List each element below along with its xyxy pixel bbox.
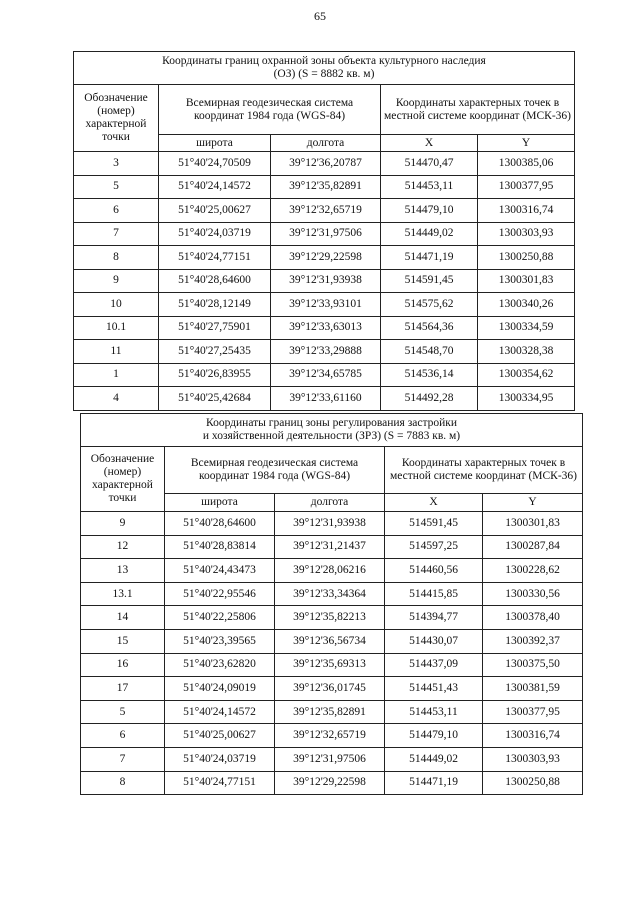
cell-y: 1300378,40 bbox=[483, 606, 583, 630]
table-row bbox=[74, 222, 575, 246]
cell-y: 1300250,88 bbox=[478, 246, 575, 270]
caption-line-1: Координаты границ зоны регулирования застройки bbox=[205, 417, 458, 430]
cell-longitude: 39°12'36,01745 bbox=[275, 677, 385, 701]
cell-x: 514471,19 bbox=[381, 246, 478, 270]
cell-latitude: 51°40'28,64600 bbox=[165, 512, 275, 536]
cell-x: 514591,45 bbox=[381, 269, 478, 293]
cell-y: 1300303,93 bbox=[478, 222, 575, 246]
cell-point: 10.1 bbox=[74, 316, 159, 340]
cell-point: 16 bbox=[81, 653, 165, 677]
cell-latitude: 51°40'28,12149 bbox=[159, 293, 271, 317]
cell-x: 514591,45 bbox=[385, 512, 483, 536]
table-row bbox=[81, 512, 583, 536]
caption-line-1: Координаты границ охранной зоны объекта культурного наследия bbox=[162, 55, 486, 68]
cell-latitude: 51°40'28,83814 bbox=[165, 535, 275, 559]
table-row bbox=[74, 340, 575, 364]
cell-x: 514449,02 bbox=[385, 747, 483, 771]
header-latitude: широта bbox=[159, 135, 271, 152]
header-wgs: Всемирная геодезическая система координат 1984 года (WGS-84) bbox=[159, 85, 381, 135]
cell-longitude: 39°12'35,82891 bbox=[275, 700, 385, 724]
header-longitude: долгота bbox=[271, 135, 381, 152]
cell-point: 8 bbox=[74, 246, 159, 270]
cell-x: 514536,14 bbox=[381, 363, 478, 387]
table-body bbox=[81, 512, 583, 795]
cell-x: 514437,09 bbox=[385, 653, 483, 677]
cell-y: 1300303,93 bbox=[483, 747, 583, 771]
cell-x: 514479,10 bbox=[385, 724, 483, 748]
cell-x: 514479,10 bbox=[381, 199, 478, 223]
table-row bbox=[81, 700, 583, 724]
caption-line-2: (ОЗ) (S = 8882 кв. м) bbox=[273, 68, 375, 80]
cell-point: 15 bbox=[81, 629, 165, 653]
table-row bbox=[81, 747, 583, 771]
cell-longitude: 39°12'33,29888 bbox=[271, 340, 381, 364]
cell-y: 1300340,26 bbox=[478, 293, 575, 317]
page-number: 65 bbox=[314, 9, 326, 23]
cell-y: 1300301,83 bbox=[483, 512, 583, 536]
header-msk: Координаты характерных точек в местной системе координат (МСК-36) bbox=[381, 85, 575, 135]
cell-x: 514597,25 bbox=[385, 535, 483, 559]
cell-point: 5 bbox=[74, 175, 159, 199]
header-longitude: долгота bbox=[275, 494, 385, 512]
cell-longitude: 39°12'33,63013 bbox=[271, 316, 381, 340]
cell-longitude: 39°12'31,21437 bbox=[275, 535, 385, 559]
cell-latitude: 51°40'22,25806 bbox=[165, 606, 275, 630]
cell-x: 514453,11 bbox=[381, 175, 478, 199]
cell-point: 9 bbox=[74, 269, 159, 293]
cell-y: 1300330,56 bbox=[483, 582, 583, 606]
cell-x: 514471,19 bbox=[385, 771, 483, 795]
table-caption bbox=[81, 414, 583, 447]
cell-latitude: 51°40'24,14572 bbox=[159, 175, 271, 199]
cell-latitude: 51°40'26,83955 bbox=[159, 363, 271, 387]
table-row bbox=[74, 152, 575, 176]
table-row bbox=[74, 175, 575, 199]
table-row bbox=[81, 606, 583, 630]
cell-latitude: 51°40'27,75901 bbox=[159, 316, 271, 340]
cell-y: 1300377,95 bbox=[478, 175, 575, 199]
cell-longitude: 39°12'31,97506 bbox=[275, 747, 385, 771]
cell-latitude: 51°40'24,77151 bbox=[165, 771, 275, 795]
cell-longitude: 39°12'32,65719 bbox=[275, 724, 385, 748]
cell-y: 1300375,50 bbox=[483, 653, 583, 677]
cell-y: 1300334,95 bbox=[478, 387, 575, 411]
coordinates-table-oz bbox=[73, 51, 575, 411]
cell-longitude: 39°12'35,82891 bbox=[271, 175, 381, 199]
cell-point: 13 bbox=[81, 559, 165, 583]
header-y: Y bbox=[483, 494, 583, 512]
cell-longitude: 39°12'31,97506 bbox=[271, 222, 381, 246]
cell-y: 1300316,74 bbox=[483, 724, 583, 748]
cell-longitude: 39°12'33,93101 bbox=[271, 293, 381, 317]
cell-x: 514415,85 bbox=[385, 582, 483, 606]
table-row bbox=[74, 293, 575, 317]
cell-x: 514575,62 bbox=[381, 293, 478, 317]
cell-longitude: 39°12'33,61160 bbox=[271, 387, 381, 411]
cell-latitude: 51°40'27,25435 bbox=[159, 340, 271, 364]
table-row bbox=[81, 653, 583, 677]
cell-latitude: 51°40'25,00627 bbox=[165, 724, 275, 748]
cell-y: 1300328,38 bbox=[478, 340, 575, 364]
cell-y: 1300316,74 bbox=[478, 199, 575, 223]
cell-latitude: 51°40'22,95546 bbox=[165, 582, 275, 606]
cell-point: 3 bbox=[74, 152, 159, 176]
cell-y: 1300385,06 bbox=[478, 152, 575, 176]
cell-point: 13.1 bbox=[81, 582, 165, 606]
table-row bbox=[81, 559, 583, 583]
table-body bbox=[74, 152, 575, 411]
table-row bbox=[81, 771, 583, 795]
cell-y: 1300250,88 bbox=[483, 771, 583, 795]
header-wgs: Всемирная геодезическая система координат 1984 года (WGS-84) bbox=[165, 447, 385, 494]
cell-point: 17 bbox=[81, 677, 165, 701]
cell-latitude: 51°40'24,77151 bbox=[159, 246, 271, 270]
cell-x: 514394,77 bbox=[385, 606, 483, 630]
cell-y: 1300301,83 bbox=[478, 269, 575, 293]
header-x: X bbox=[385, 494, 483, 512]
cell-longitude: 39°12'35,82213 bbox=[275, 606, 385, 630]
cell-longitude: 39°12'28,06216 bbox=[275, 559, 385, 583]
cell-longitude: 39°12'31,93938 bbox=[271, 269, 381, 293]
table-row bbox=[74, 316, 575, 340]
cell-y: 1300228,62 bbox=[483, 559, 583, 583]
cell-latitude: 51°40'23,62820 bbox=[165, 653, 275, 677]
table-row bbox=[74, 269, 575, 293]
cell-y: 1300354,62 bbox=[478, 363, 575, 387]
cell-y: 1300377,95 bbox=[483, 700, 583, 724]
cell-latitude: 51°40'23,39565 bbox=[165, 629, 275, 653]
table-row bbox=[74, 387, 575, 411]
cell-point: 9 bbox=[81, 512, 165, 536]
cell-longitude: 39°12'31,93938 bbox=[275, 512, 385, 536]
cell-y: 1300287,84 bbox=[483, 535, 583, 559]
cell-longitude: 39°12'35,69313 bbox=[275, 653, 385, 677]
cell-point: 10 bbox=[74, 293, 159, 317]
cell-latitude: 51°40'25,42684 bbox=[159, 387, 271, 411]
cell-x: 514451,43 bbox=[385, 677, 483, 701]
cell-point: 5 bbox=[81, 700, 165, 724]
cell-x: 514470,47 bbox=[381, 152, 478, 176]
table-row bbox=[74, 199, 575, 223]
cell-latitude: 51°40'24,14572 bbox=[165, 700, 275, 724]
cell-x: 514449,02 bbox=[381, 222, 478, 246]
cell-point: 6 bbox=[81, 724, 165, 748]
cell-latitude: 51°40'28,64600 bbox=[159, 269, 271, 293]
cell-point: 6 bbox=[74, 199, 159, 223]
cell-y: 1300381,59 bbox=[483, 677, 583, 701]
cell-x: 514548,70 bbox=[381, 340, 478, 364]
cell-x: 514430,07 bbox=[385, 629, 483, 653]
cell-point: 4 bbox=[74, 387, 159, 411]
table-row bbox=[81, 677, 583, 701]
table-row bbox=[81, 629, 583, 653]
table-row bbox=[81, 582, 583, 606]
table-row bbox=[81, 535, 583, 559]
cell-latitude: 51°40'24,09019 bbox=[165, 677, 275, 701]
cell-y: 1300392,37 bbox=[483, 629, 583, 653]
cell-x: 514564,36 bbox=[381, 316, 478, 340]
header-point: Обозначение (номер) характерной точки bbox=[81, 447, 165, 512]
cell-x: 514492,28 bbox=[381, 387, 478, 411]
cell-x: 514453,11 bbox=[385, 700, 483, 724]
caption-line-2: и хозяйственной деятельности (ЗРЗ) (S = 7883 кв. м) bbox=[202, 430, 461, 442]
cell-latitude: 51°40'25,00627 bbox=[159, 199, 271, 223]
table-row bbox=[81, 724, 583, 748]
cell-longitude: 39°12'36,20787 bbox=[271, 152, 381, 176]
coordinates-table-zrz bbox=[80, 413, 583, 795]
cell-point: 8 bbox=[81, 771, 165, 795]
table-row bbox=[74, 363, 575, 387]
cell-latitude: 51°40'24,03719 bbox=[165, 747, 275, 771]
cell-longitude: 39°12'36,56734 bbox=[275, 629, 385, 653]
cell-longitude: 39°12'29,22598 bbox=[275, 771, 385, 795]
cell-latitude: 51°40'24,43473 bbox=[165, 559, 275, 583]
cell-x: 514460,56 bbox=[385, 559, 483, 583]
cell-longitude: 39°12'32,65719 bbox=[271, 199, 381, 223]
header-point: Обозначение (номер) характерной точки bbox=[74, 85, 159, 152]
cell-point: 7 bbox=[81, 747, 165, 771]
cell-point: 12 bbox=[81, 535, 165, 559]
cell-point: 11 bbox=[74, 340, 159, 364]
header-x: X bbox=[381, 135, 478, 152]
cell-longitude: 39°12'29,22598 bbox=[271, 246, 381, 270]
cell-latitude: 51°40'24,70509 bbox=[159, 152, 271, 176]
cell-point: 1 bbox=[74, 363, 159, 387]
header-latitude: широта bbox=[165, 494, 275, 512]
header-msk: Координаты характерных точек в местной системе координат (МСК-36) bbox=[385, 447, 583, 494]
cell-point: 14 bbox=[81, 606, 165, 630]
table-row bbox=[74, 246, 575, 270]
table-caption bbox=[74, 52, 575, 85]
header-y: Y bbox=[478, 135, 575, 152]
cell-longitude: 39°12'33,34364 bbox=[275, 582, 385, 606]
cell-longitude: 39°12'34,65785 bbox=[271, 363, 381, 387]
cell-y: 1300334,59 bbox=[478, 316, 575, 340]
cell-point: 7 bbox=[74, 222, 159, 246]
cell-latitude: 51°40'24,03719 bbox=[159, 222, 271, 246]
